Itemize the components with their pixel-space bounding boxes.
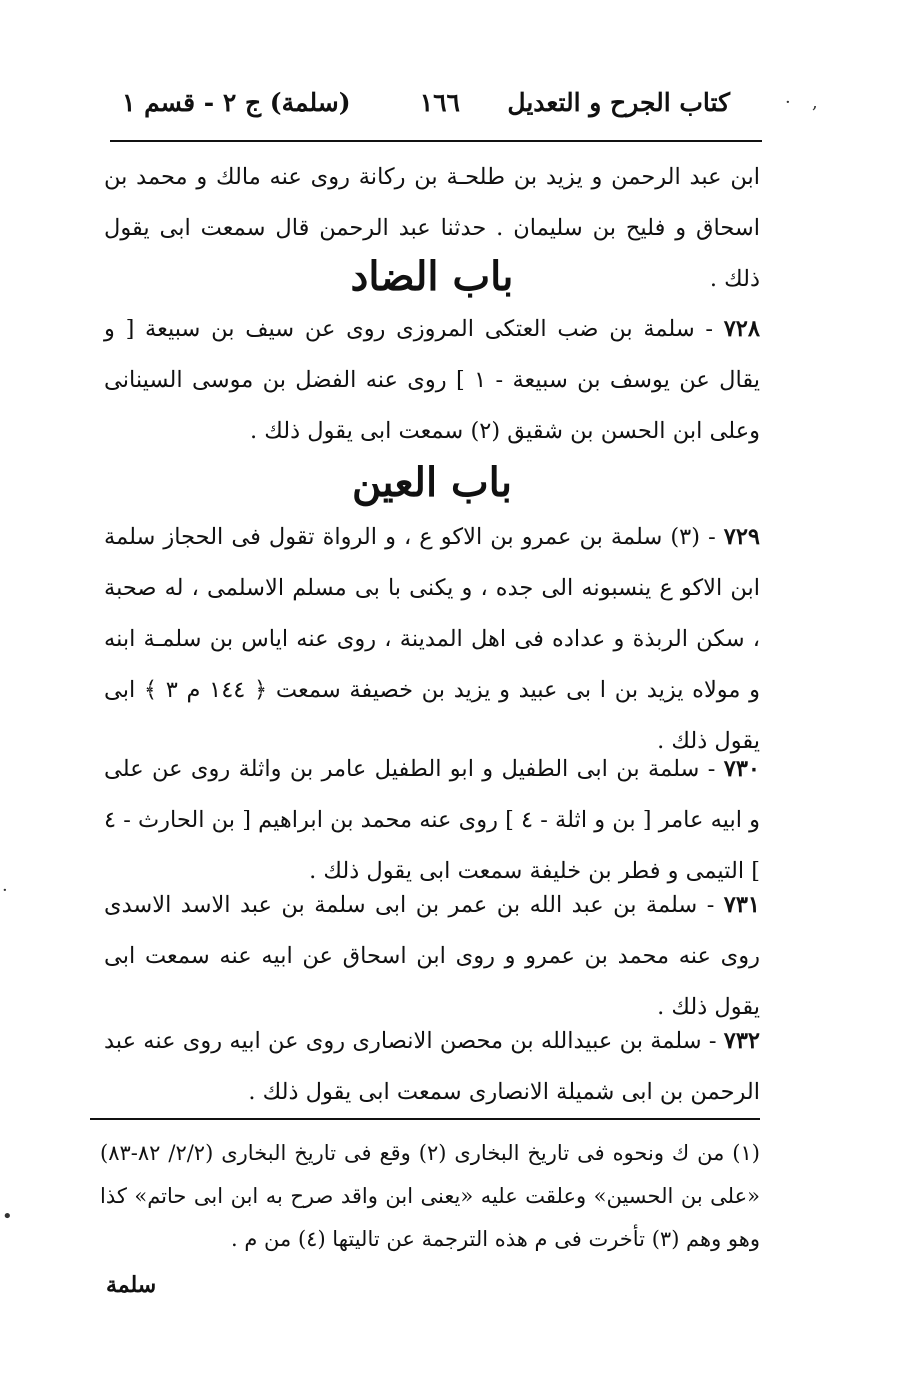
section-heading-dad: باب الضاد [350, 253, 514, 300]
entry-732: ٧٣٢ - سلمة بن عبيدالله بن محصن الانصارى روى عن ابيه روى عنه عبد الرحمن بن ابى شميلة الانصارى سمعت ابى يقول ذلك . [104, 1028, 760, 1105]
entry-number: ٧٣٢ [723, 1028, 760, 1054]
footnotes: (١) من ك ونحوه فى تاريخ البخارى (٢) وقع فى تاريخ البخارى (٢/٢/ ٨٢-٨٣) «على بن الحسين» وعلقت عليه «يعنى ابن واقد صرح به ابن ابى حاتم» كذا وهو وهم (٣) تأخرت فى م هذه الترجمة عن تاليتها (٤) من م . [100, 1141, 760, 1251]
catchword: سلمة [106, 1272, 157, 1298]
entry-text: سلمة بن عبد الله بن عمر بن ابى سلمة بن عبد الاسد الاسدى روى عنه محمد بن عمرو و روى ابن اسحاق عن ابيه عنه سمعت ابى يقول ذلك . [104, 892, 760, 1020]
entry-728: ٧٢٨ - سلمة بن ضب العتكى المروزى روى عن سيف بن سبيعة [ و يقال عن يوسف بن سبيعة - ١ ] روى عنه الفضل بن موسى السينانى وعلى ابن الحسن بن شقيق (٢) سمعت ابى يقول ذلك . [104, 316, 760, 444]
entry-number: ٧٢٨ [723, 316, 760, 342]
header-rule [110, 140, 762, 142]
entry-730: ٧٣٠ - سلمة بن ابى الطفيل و ابو الطفيل عامر بن واثلة روى عن على و ابيه عامر [ بن و اثلة - ٤ ] روى عنه محمد بن ابراهيم [ بن الحارث - ٤ ] التيمى و فطر بن خليفة سمعت ابى يقول ذلك . [103, 756, 760, 884]
footnote-rule [90, 1118, 760, 1120]
entry-731: ٧٣١ - سلمة بن عبد الله بن عمر بن ابى سلمة بن عبد الاسد الاسدى روى عنه محمد بن عمرو و روى ابن اسحاق عن ابيه عنه سمعت ابى يقول ذلك . [104, 892, 760, 1020]
page-number: ١٦٦ [419, 88, 460, 117]
section-reference: (سلمة) ج ٢ - قسم ١ [122, 88, 351, 117]
edge-mark: · [2, 880, 8, 901]
entry-729: ٧٢٩ - (٣) سلمة بن عمرو بن الاكو ع ، و الرواة تقول فى الحجاز سلمة ابن الاكو ع ينسبونه الى جده ، و يكنى با بى مسلم الاسلمى ، له صحبة ، سكن الربذة و عداده فى اهل المدينة ، روى عنه اياس بن سلمـة ابنه و مولاه يزيد بن ا بى عبيد و يزيد بن خصيفة سمعت ﴿ ١٤٤ م ٣ ﴾ ابى يقول ذلك . [104, 524, 760, 754]
entry-text: سلمة بن ضب العتكى المروزى روى عن سيف بن سبيعة [ و يقال عن يوسف بن سبيعة - ١ ] روى عنه الفضل بن موسى السينانى وعلى ابن الحسن بن شقيق (٢) سمعت ابى يقول ذلك . [104, 316, 760, 444]
entry-text: (٣) سلمة بن عمرو بن الاكو ع ، و الرواة تقول فى الحجاز سلمة ابن الاكو ع ينسبونه الى جده ، و يكنى با بى مسلم الاسلمى ، له صحبة ، سكن الربذة و عداده فى اهل المدينة ، روى عنه اياس بن سلمـة ابنه و مولاه يزيد بن ا بى عبيد و يزيد بن خصيفة سمعت ﴿ ١٤٤ م ٣ ﴾ ابى يقول ذلك . [104, 524, 760, 754]
entry-number: ٧٣٠ [723, 756, 760, 782]
section-heading-ain: باب العين [351, 459, 513, 506]
entry-text: سلمة بن ابى الطفيل و ابو الطفيل عامر بن واثلة روى عن على و ابيه عامر [ بن و اثلة - ٤ ] روى عنه محمد بن ابراهيم [ بن الحارث - ٤ ] التيمى و فطر بن خليفة سمعت ابى يقول ذلك . [103, 756, 760, 884]
continuation-paragraph: ابن عبد الرحمن و يزيد بن طلحـة بن ركانة روى عنه مالك و محمد بن اسحاق و فليح بن سليمان . حدثنا عبد الرحمن قال سمعت ابى يقول ذلك . [104, 164, 760, 292]
book-title: كتاب الجرح و التعديل [507, 88, 730, 117]
entry-number: ٧٣١ [723, 892, 760, 918]
edge-mark: , [812, 92, 818, 113]
entry-text: سلمة بن عبيدالله بن محصن الانصارى روى عن ابيه روى عنه عبد الرحمن بن ابى شميلة الانصارى سمعت ابى يقول ذلك . [104, 1028, 760, 1105]
entry-number: ٧٢٩ [723, 524, 760, 550]
edge-mark: · [785, 92, 791, 113]
edge-mark: • [2, 1206, 13, 1227]
page-header [112, 88, 760, 132]
